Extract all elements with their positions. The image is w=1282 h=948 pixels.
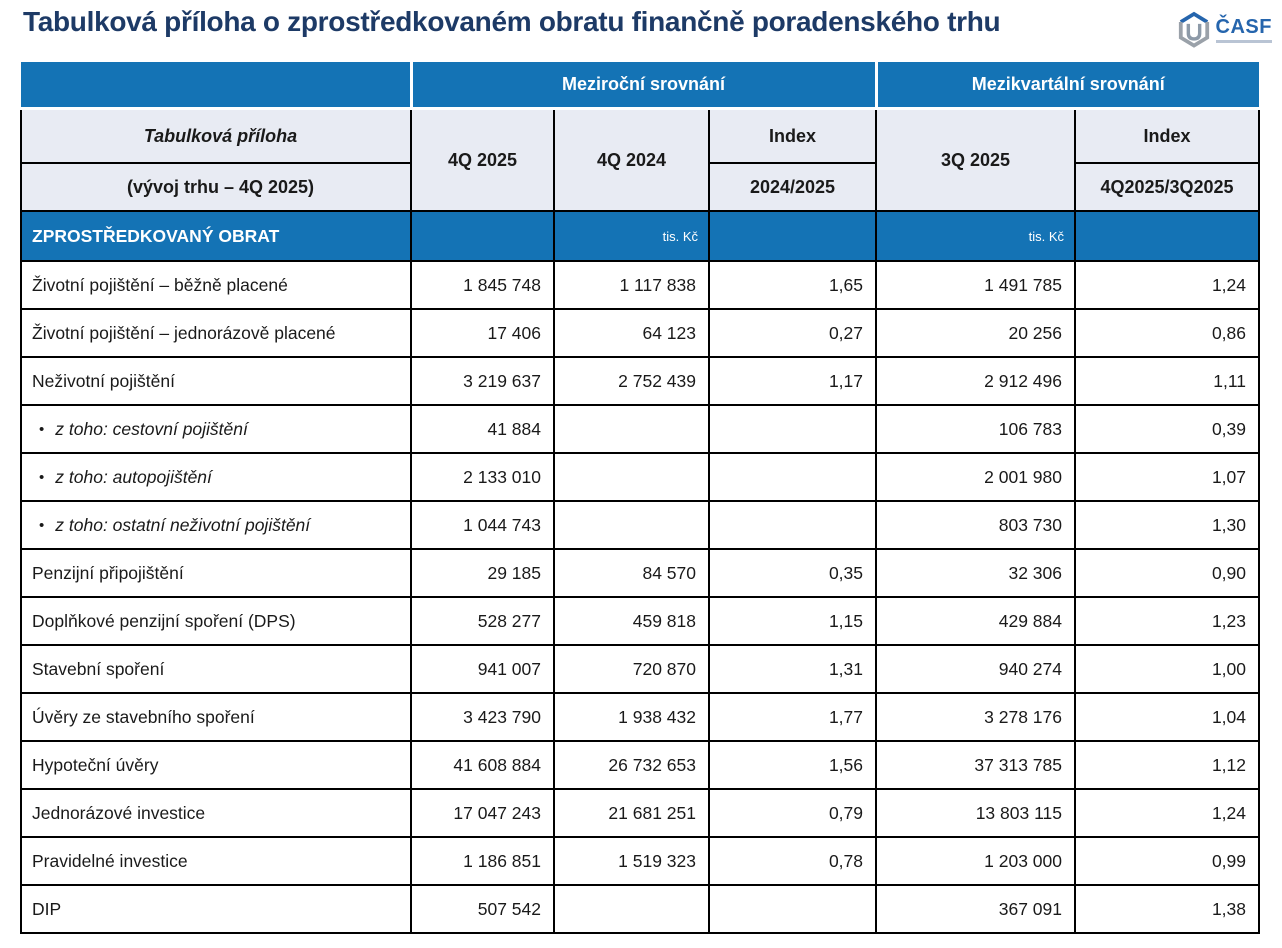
cell-4q2024: 720 870 [554, 645, 709, 693]
cell-3q2025: 37 313 785 [876, 741, 1075, 789]
cell-4q2025: 1 186 851 [411, 837, 554, 885]
row-label: Pravidelné investice [21, 837, 411, 885]
logo-hexagon-icon [1177, 10, 1211, 50]
cell-index-yoy [709, 453, 876, 501]
col-header-index-yoy-period: 2024/2025 [709, 163, 876, 211]
cell-4q2025: 29 185 [411, 549, 554, 597]
corner-cell [21, 62, 411, 109]
cell-4q2024: 1 938 432 [554, 693, 709, 741]
table-row [21, 597, 1259, 645]
cell-3q2025: 1 203 000 [876, 837, 1075, 885]
cell-4q2025: 3 423 790 [411, 693, 554, 741]
cell-3q2025: 429 884 [876, 597, 1075, 645]
table-subtitle-cell: (vývoj trhu – 4Q 2025) [21, 163, 411, 211]
cell-4q2024 [554, 405, 709, 453]
unit-cell-qoq: tis. Kč [876, 211, 1075, 261]
row-label [21, 405, 411, 453]
section-empty-cell [1075, 211, 1259, 261]
cell-index-qoq: 1,04 [1075, 693, 1259, 741]
cell-index-yoy [709, 405, 876, 453]
cell-index-yoy: 1,65 [709, 261, 876, 309]
table-row [21, 741, 1259, 789]
cell-4q2024: 84 570 [554, 549, 709, 597]
row-label [21, 501, 411, 549]
table-row [21, 501, 1259, 549]
cell-index-qoq: 0,39 [1075, 405, 1259, 453]
table-row [21, 645, 1259, 693]
row-label: Životní pojištění – jednorázově placené [21, 309, 411, 357]
cell-index-qoq: 0,86 [1075, 309, 1259, 357]
cell-4q2025: 507 542 [411, 885, 554, 933]
cell-index-qoq: 1,00 [1075, 645, 1259, 693]
cell-4q2024: 2 752 439 [554, 357, 709, 405]
casf-logo [1177, 10, 1272, 50]
table-row [21, 549, 1259, 597]
row-label: Úvěry ze stavebního spoření [21, 693, 411, 741]
row-label: Neživotní pojištění [21, 357, 411, 405]
row-label-text: z toho: autopojištění [55, 466, 212, 487]
row-label-text: z toho: ostatní neživotní pojištění [55, 514, 311, 535]
group-header-qoq: Mezikvartální srovnání [876, 62, 1259, 109]
cell-4q2025: 1 044 743 [411, 501, 554, 549]
section-empty-cell [411, 211, 554, 261]
cell-4q2024: 26 732 653 [554, 741, 709, 789]
cell-3q2025: 2 912 496 [876, 357, 1075, 405]
row-label: Jednorázové investice [21, 789, 411, 837]
table-row [21, 309, 1259, 357]
cell-4q2025: 17 047 243 [411, 789, 554, 837]
cell-index-qoq: 1,24 [1075, 789, 1259, 837]
table-row [21, 261, 1259, 309]
cell-3q2025: 803 730 [876, 501, 1075, 549]
cell-index-qoq: 1,12 [1075, 741, 1259, 789]
cell-index-qoq: 1,30 [1075, 501, 1259, 549]
cell-4q2024 [554, 453, 709, 501]
cell-index-yoy: 0,79 [709, 789, 876, 837]
cell-index-yoy: 0,27 [709, 309, 876, 357]
logo-text: ČASF [1216, 17, 1272, 43]
cell-index-yoy: 1,17 [709, 357, 876, 405]
cell-4q2025: 41 608 884 [411, 741, 554, 789]
table-row [21, 837, 1259, 885]
cell-index-qoq: 1,38 [1075, 885, 1259, 933]
bullet-icon: • [39, 420, 45, 438]
cell-index-yoy: 0,78 [709, 837, 876, 885]
cell-index-yoy: 1,15 [709, 597, 876, 645]
section-empty-cell [709, 211, 876, 261]
cell-4q2025: 17 406 [411, 309, 554, 357]
cell-3q2025: 940 274 [876, 645, 1075, 693]
col-header-4q2025: 4Q 2025 [411, 109, 554, 212]
cell-index-qoq: 1,24 [1075, 261, 1259, 309]
cell-index-yoy [709, 885, 876, 933]
cell-4q2025: 2 133 010 [411, 453, 554, 501]
cell-4q2025: 41 884 [411, 405, 554, 453]
cell-3q2025: 20 256 [876, 309, 1075, 357]
cell-4q2024 [554, 501, 709, 549]
row-label: Hypoteční úvěry [21, 741, 411, 789]
cell-3q2025: 13 803 115 [876, 789, 1075, 837]
page-title: Tabulková příloha o zprostředkovaném obratu finančně poradenského trhu [23, 6, 1001, 37]
cell-4q2024: 21 681 251 [554, 789, 709, 837]
table-row [21, 693, 1259, 741]
cell-4q2025: 941 007 [411, 645, 554, 693]
cell-3q2025: 106 783 [876, 405, 1075, 453]
cell-index-yoy: 1,31 [709, 645, 876, 693]
bullet-icon: • [39, 468, 45, 486]
cell-3q2025: 367 091 [876, 885, 1075, 933]
cell-3q2025: 1 491 785 [876, 261, 1075, 309]
cell-index-qoq: 0,90 [1075, 549, 1259, 597]
table-title-cell: Tabulková příloha [21, 109, 411, 164]
cell-4q2024: 1 519 323 [554, 837, 709, 885]
section-header-row [21, 211, 1259, 261]
row-label [21, 453, 411, 501]
subheader-row-top [21, 109, 1259, 164]
cell-3q2025: 3 278 176 [876, 693, 1075, 741]
col-header-4q2024: 4Q 2024 [554, 109, 709, 212]
cell-index-qoq: 1,23 [1075, 597, 1259, 645]
table-row [21, 405, 1259, 453]
unit-cell-yoy: tis. Kč [554, 211, 709, 261]
col-header-index-qoq: Index [1075, 109, 1259, 164]
bullet-icon: • [39, 516, 45, 534]
cell-4q2025: 528 277 [411, 597, 554, 645]
cell-4q2024 [554, 885, 709, 933]
row-label: Životní pojištění – běžně placené [21, 261, 411, 309]
row-label-text: z toho: cestovní pojištění [55, 418, 248, 439]
table-row [21, 885, 1259, 933]
table-row [21, 789, 1259, 837]
group-header-row [21, 62, 1259, 109]
row-label: Stavební spoření [21, 645, 411, 693]
cell-index-yoy: 1,56 [709, 741, 876, 789]
cell-index-qoq: 1,11 [1075, 357, 1259, 405]
cell-4q2024: 1 117 838 [554, 261, 709, 309]
table-row [21, 453, 1259, 501]
row-label: DIP [21, 885, 411, 933]
market-table [20, 62, 1260, 934]
col-header-index-qoq-period: 4Q2025/3Q2025 [1075, 163, 1259, 211]
row-label: Doplňkové penzijní spoření (DPS) [21, 597, 411, 645]
cell-4q2024: 64 123 [554, 309, 709, 357]
cell-3q2025: 32 306 [876, 549, 1075, 597]
group-header-yoy: Meziroční srovnání [411, 62, 876, 109]
cell-index-qoq: 0,99 [1075, 837, 1259, 885]
row-label: Penzijní připojištění [21, 549, 411, 597]
cell-4q2024: 459 818 [554, 597, 709, 645]
cell-index-qoq: 1,07 [1075, 453, 1259, 501]
col-header-index-yoy: Index [709, 109, 876, 164]
cell-index-yoy: 0,35 [709, 549, 876, 597]
cell-3q2025: 2 001 980 [876, 453, 1075, 501]
cell-index-yoy: 1,77 [709, 693, 876, 741]
cell-index-yoy [709, 501, 876, 549]
col-header-3q2025: 3Q 2025 [876, 109, 1075, 212]
section-header-cell: ZPROSTŘEDKOVANÝ OBRAT [21, 211, 411, 261]
table-row [21, 357, 1259, 405]
cell-4q2025: 3 219 637 [411, 357, 554, 405]
cell-4q2025: 1 845 748 [411, 261, 554, 309]
